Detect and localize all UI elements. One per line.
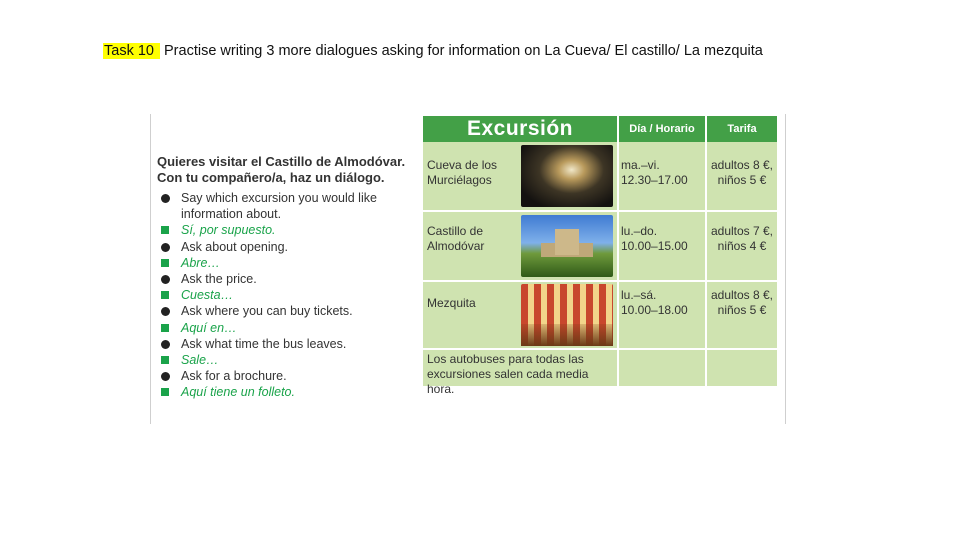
prompt-item-en: Ask for a brochure. bbox=[157, 368, 417, 384]
prompt-item-es: Cuesta… bbox=[157, 287, 417, 303]
task-instruction bbox=[103, 43, 763, 59]
adult-price: adultos 8 €, bbox=[710, 158, 774, 172]
table-header bbox=[423, 116, 777, 142]
prompt-item-es: Abre… bbox=[157, 255, 417, 271]
excursion-name: Castillo de Almodóvar bbox=[427, 224, 485, 253]
prompt-item-es: Aquí tiene un folleto. bbox=[157, 384, 417, 400]
activity-heading bbox=[157, 154, 417, 186]
child-price: niños 4 € bbox=[717, 239, 767, 253]
task-text: Practise writing 3 more dialogues asking for information on La Cueva/ El castillo/ La mezquita bbox=[164, 43, 763, 59]
prompt-item-es: Sí, por supuesto. bbox=[157, 222, 417, 238]
excursion-name: Cueva de los Murciélagos bbox=[427, 158, 498, 187]
price bbox=[709, 224, 775, 254]
row-divider bbox=[423, 348, 777, 350]
prompt-item-en: Ask what time the bus leaves. bbox=[157, 336, 417, 352]
castle-photo bbox=[521, 215, 613, 277]
header-fee: Tarifa bbox=[727, 123, 757, 135]
prompt-item-es: Sale… bbox=[157, 352, 417, 368]
hours: 10.00–18.00 bbox=[621, 303, 688, 317]
days: ma.–vi. bbox=[621, 158, 660, 172]
price bbox=[709, 288, 775, 318]
activity-heading-line-1: Quieres visitar el Castillo de Almodóvar. bbox=[157, 154, 406, 169]
table-row bbox=[423, 142, 777, 210]
opening-times bbox=[621, 158, 705, 188]
child-price: niños 5 € bbox=[717, 173, 767, 187]
hours: 10.00–15.00 bbox=[621, 239, 688, 253]
mosque-photo bbox=[521, 284, 613, 346]
table-row bbox=[423, 212, 777, 280]
adult-price: adultos 7 €, bbox=[710, 224, 774, 238]
excursion-name: Mezquita bbox=[427, 296, 476, 310]
table-row bbox=[423, 282, 777, 348]
castle-keep bbox=[555, 229, 579, 255]
dialogue-prompts bbox=[157, 154, 417, 401]
child-price: niños 5 € bbox=[717, 303, 767, 317]
bus-note: Los autobuses para todas las excursiones salen cada media hora. bbox=[427, 352, 589, 396]
prompt-item-es: Aquí en… bbox=[157, 320, 417, 336]
opening-times bbox=[621, 288, 705, 318]
prompt-item-en: Ask the price. bbox=[157, 271, 417, 287]
days: lu.–do. bbox=[621, 224, 658, 238]
cave-photo bbox=[521, 145, 613, 207]
header-day-hours: Día / Horario bbox=[629, 123, 695, 135]
hours: 12.30–17.00 bbox=[621, 173, 688, 187]
task-label: Task 10 bbox=[103, 43, 160, 59]
prompt-item-en: Say which excursion you would like information about. bbox=[157, 190, 417, 222]
excursion-table bbox=[423, 116, 777, 396]
adult-price: adultos 8 €, bbox=[710, 288, 774, 302]
prompt-list bbox=[157, 190, 417, 401]
activity-heading-line-2: Con tu compañero/a, haz un diálogo. bbox=[157, 170, 385, 185]
textbook-activity bbox=[150, 114, 786, 424]
price bbox=[709, 158, 775, 188]
prompt-item-en: Ask where you can buy tickets. bbox=[157, 303, 417, 319]
days: lu.–sá. bbox=[621, 288, 657, 302]
opening-times bbox=[621, 224, 705, 254]
prompt-item-en: Ask about opening. bbox=[157, 239, 417, 255]
header-excursion: Excursión bbox=[466, 117, 574, 140]
